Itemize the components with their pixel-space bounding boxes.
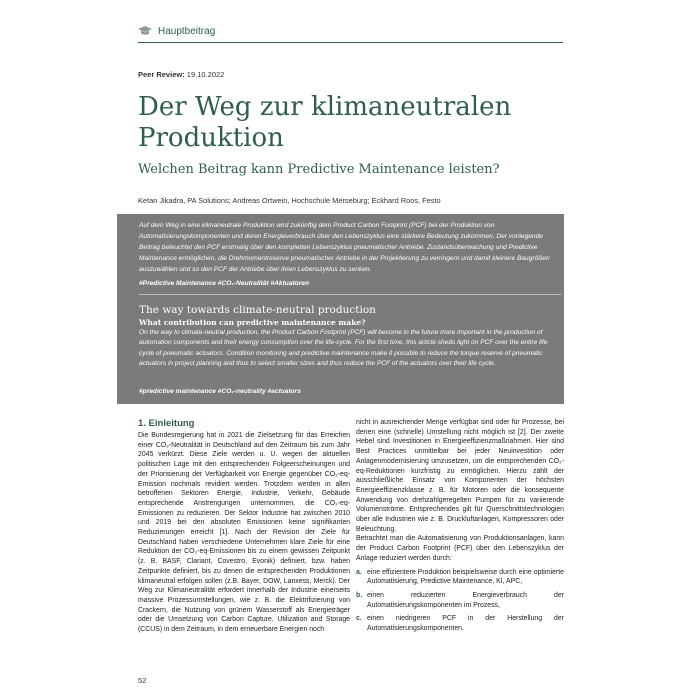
list-item bbox=[356, 591, 564, 610]
english-subtitle: What contribution can predictive maintenance make? bbox=[139, 318, 366, 327]
list-item bbox=[356, 568, 564, 587]
body-paragraph: Die Bundesregierung hat in 2021 die Zielsetzung für das Erreichen einer CO₂-Neutralität in Deutschland auf den Zeitraum bis zum Jahr 2045 verkürzt. Diese Ziele werden u. U. wegen der aktuellen politischen Lage mit den entsprechenden Folgeerscheinungen und der Priorisierung der Verfügbarkeit von Energie gegenüber CO₂-eq-Emission nochmals revidiert werden. Trotzdem werden in allen betroffenen Sektoren Energie, Industrie, Verkehr, Gebäude entsprechende Anstrengungen unternommen, die CO₂-eq-Emissionen zu reduzieren. Der Sektor Industrie hat zwischen 2010 und 2019 bei den absoluten Emissionen keine signifikanten Reduzierungen erreicht [1]. Nach der Revision der Ziele für Deutschland haben verschiedene Unternehmen klare Ziele für eine Reduktion der CO₂-eq-Emissionen bis zu einem gewissen Zeitpunkt (z. B. BASF, Clariant, Covestro, Evonik) definiert, bzw. haben Zeitpunkte definiert, bis zu denen die entsprechenden Produktionen klimaneutral erfolgen sollen (z.B. Bayer, DOW, Lanxess, Merck). Der Weg zur Klimaneutralität erfordert innerhalb der Industrie einerseits massive Prozessumstellungen, wie z. B. die Elektrifizierung von Crackern, die Nutzung von grünem Wasserstoff als Energieträger oder die Umsetzung von Carbon Capture, Utilization and Storage (CCUS) in dem Zeitraum, in dem erneuerbare Energien noch bbox=[138, 432, 350, 634]
article-subtitle: Welchen Beitrag kann Predictive Maintenance leisten? bbox=[138, 162, 500, 177]
list-marker: a. bbox=[356, 568, 362, 576]
list-item bbox=[356, 614, 564, 633]
body-paragraph: Betrachtet man die Automatisierung von Produktionsanlagen, kann der Product Carbon Footprint (PCF) über den Lebenszyklus der Anlage reduziert werden durch: bbox=[356, 535, 564, 562]
body-column-right bbox=[356, 418, 564, 634]
english-title: The way towards climate-neutral production bbox=[139, 304, 376, 316]
section-label: Hauptbeitrag bbox=[158, 25, 216, 37]
list-marker: b. bbox=[356, 591, 363, 599]
abstract-divider bbox=[139, 294, 561, 295]
abstract-english: On the way to climate-neutral production, the Product Carbon Footprint (PCF) will become in the future more important in the production of automation components and their energy consumption over the life-cycle. For the first time, this article sheds light on PCF over the entire life cycle of pneumatic actuators. Condition monitoring and predictive maintenance make it possible to reduce the torque reserve of pneumatic actuators in project planning and thus to select smaller sizes and thus reduce the PCF of the actuators over their life cycle. bbox=[139, 329, 548, 368]
peer-review-label: Peer Review: bbox=[138, 70, 185, 79]
article-title: Der Weg zur klimaneutralen Produktion bbox=[138, 92, 512, 153]
body-column-left bbox=[138, 418, 350, 635]
authors: Ketan Jikadra, PA Solutions; Andreas Ortwein, Hochschule Merseburg; Eckhard Roos, Festo bbox=[138, 196, 441, 205]
list-text: einen niedrigeren PCF in der Herstellung der Automatisierungskomponenten. bbox=[367, 615, 564, 633]
page-number: 52 bbox=[138, 676, 147, 685]
tags-german: #Predictive Maintenance #CO₂-Neutralität #Aktuatoren bbox=[139, 280, 309, 287]
section-header bbox=[138, 20, 563, 43]
list-marker: c. bbox=[356, 615, 362, 623]
tags-english: #predictive maintenance #CO₂-neutrality #actuators bbox=[139, 388, 301, 395]
abstract-box bbox=[117, 214, 564, 404]
body-paragraph: nicht in ausreichender Menge verfügbar sind oder für Prozesse, bei denen eine (schnelle) Umstellung nicht möglich ist [2]. Der zweite Hebel sind Investitionen in Energieeffizienzmaßnahmen. Hier sind Best Practices unmittelbar bei jeder Neuinvestition oder Anlagenmodernisierung umzusetzen, um die entsprechenden CO₂-eq-Reduktionen kurzfristig zu ermöglichen. Hierzu zählt der ausschließliche Einsatz von Komponenten der höchsten Energieeffizienzklasse z. B. für Motoren oder die konsequente Anwendung von drehzahlgeregelten Pumpen für zu variierende Volumenströme. Entsprechendes gilt für Querschnittstechnologien über alle Industrien wie z. B. Druckluftanlagen, Kompressoren oder Beleuchtung. bbox=[356, 419, 564, 533]
section-heading: 1. Einleitung bbox=[138, 418, 195, 429]
list-text: eine effizientere Produktion beispielsweise durch eine optimierte Automatisierung, Predictive Maintenance, KI, APC, bbox=[367, 568, 564, 586]
abstract-german: Auf dem Weg in eine klimaneutrale Produktion wird zukünftig dem Product Carbon Footprint (PCF) bei der Produktion von Automatisierungskomponenten und deren Energieverbrauch über den Lebenszyklus eine stärkere Bedeutung zukommen. Der vorliegende Beitrag beleuchtet den PCF erstmalig über den kompletten Lebenszyklus pneumatischer Antriebe. Zustandsüberwachung und Predictive Maintenance ermöglichen, die Drehmomentreserve pneumatischer Antriebe in der Projektierung zu verringern und damit kleinere Baugrößen auszuwählen und so den PCF der Antriebe über ihren Lebenszyklus zu senken. bbox=[139, 222, 550, 273]
graduation-cap-icon bbox=[138, 26, 152, 36]
list-text: einen reduzierten Energieverbrauch der Automatisierungskomponenten im Prozess, bbox=[367, 591, 564, 609]
peer-review-line bbox=[138, 70, 224, 79]
peer-review-date: 19.10.2022 bbox=[186, 70, 225, 79]
